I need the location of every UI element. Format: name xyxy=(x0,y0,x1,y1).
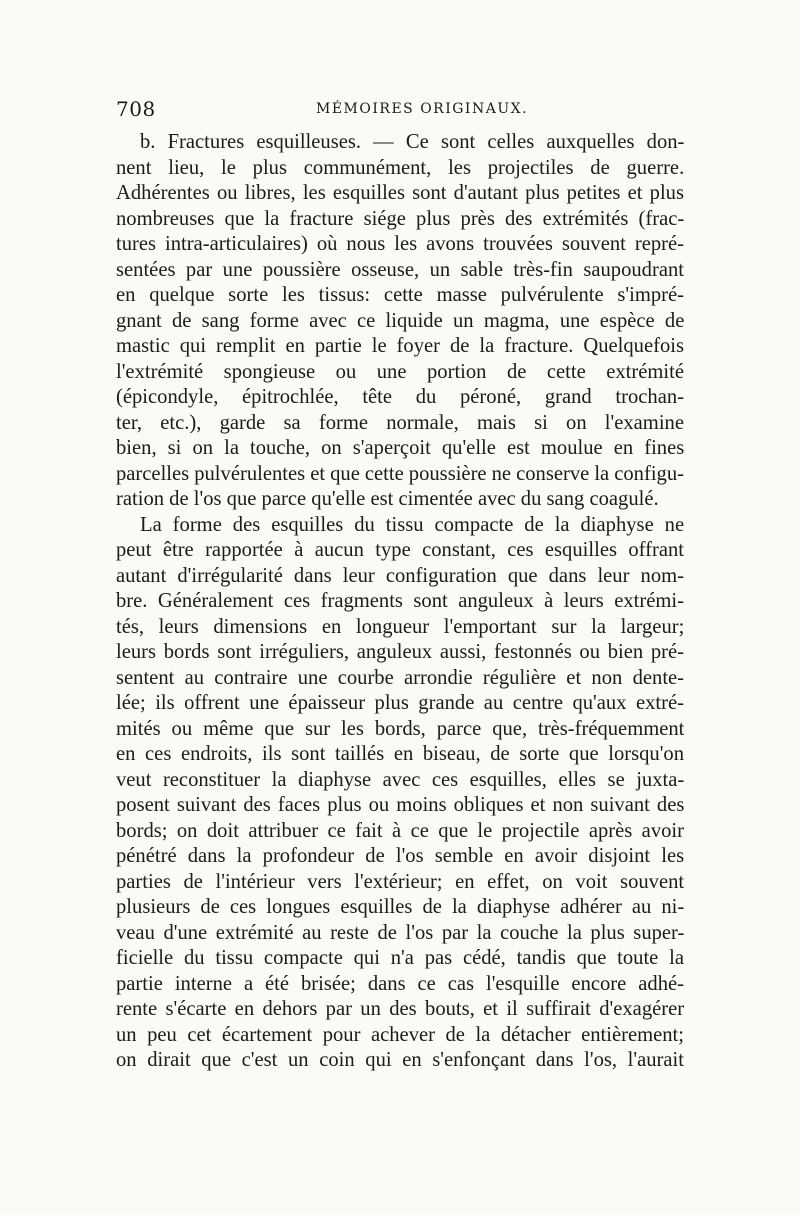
text-line: nombreuses que la fracture siége plus près des extrémités (frac- xyxy=(116,207,684,230)
text-line: sentées par une poussière osseuse, un sable très-fin saupoudrant xyxy=(116,258,684,281)
text-line: bre. Généralement ces fragments sont anguleux à leurs extrémi- xyxy=(116,590,684,612)
text-line: parcelles pulvérulentes et que cette poussière ne conserve la configu- xyxy=(116,462,684,485)
text-line: plusieurs de ces longues esquilles de la diaphyse adhérer au ni- xyxy=(116,896,684,918)
text-line: mastic qui remplit en partie le foyer de la fracture. Quelquefois xyxy=(116,335,684,357)
text-line: tés, leurs dimensions en longueur l'emportant sur la largeur; xyxy=(116,615,684,638)
text-line: veau d'une extrémité au reste de l'os par la couche la plus super- xyxy=(116,921,684,944)
text-line: posent suivant des faces plus ou moins obliques et non suivant des xyxy=(116,794,684,816)
text-line: tures intra-articulaires) où nous les avons trouvées souvent repré- xyxy=(116,233,684,255)
text-line: partie interne a été brisée; dans ce cas l'esquille encore adhé- xyxy=(116,972,684,995)
text-line: pénétré dans la profondeur de l'os semble en avoir disjoint les xyxy=(116,845,684,867)
text-line: Adhérentes ou libres, les esquilles sont d'autant plus petites et plus xyxy=(116,182,684,204)
page-number: 708 xyxy=(116,97,156,121)
body-text xyxy=(116,130,684,1074)
text-line: ter, etc.), garde sa forme normale, mais si on l'examine xyxy=(116,411,684,434)
text-line: sentent au contraire une courbe arrondie régulière et non dente- xyxy=(116,666,684,689)
text-line: parties de l'intérieur vers l'extérieur; en effet, on voit souvent xyxy=(116,870,684,893)
text-line: autant d'irrégularité dans leur configuration que dans leur nom- xyxy=(116,564,684,587)
text-line: ficielle du tissu compacte qui n'a pas cédé, tandis que toute la xyxy=(116,947,684,969)
text-line: un peu cet écartement pour achever de la détacher entièrement; xyxy=(116,1023,684,1046)
text-line: (épicondyle, épitrochlée, tête du péroné, grand trochan- xyxy=(116,386,684,408)
text-line: lée; ils offrent une épaisseur plus grande au centre qu'aux extré- xyxy=(116,692,684,714)
text-line: l'extrémité spongieuse ou une portion de cette extrémité xyxy=(116,360,684,383)
text-line: leurs bords sont irréguliers, anguleux aussi, festonnés ou bien pré- xyxy=(116,641,684,663)
text-line: on dirait que c'est un coin qui en s'enfonçant dans l'os, l'aurait xyxy=(116,1049,684,1071)
page-header xyxy=(116,97,682,125)
text-line: La forme des esquilles du tissu compacte de la diaphyse ne xyxy=(140,513,684,536)
text-line: veut reconstituer la diaphyse avec ces esquilles, elles se juxta- xyxy=(116,768,684,791)
running-title: MÉMOIRES ORIGINAUX. xyxy=(316,101,529,117)
text-line: ration de l'os que parce qu'elle est cimentée avec du sang coagulé. xyxy=(116,488,659,510)
text-line: en quelque sorte les tissus: cette masse pulvérulente s'impré- xyxy=(116,284,684,306)
text-line: mités ou même que sur les bords, parce que, très-fréquemment xyxy=(116,717,684,740)
text-line: peut être rapportée à aucun type constant, ces esquilles offrant xyxy=(116,539,684,561)
text-line: bords; on doit attribuer ce fait à ce que le projectile après avoir xyxy=(116,819,684,842)
text-line: b. Fractures esquilleuses. — Ce sont celles auxquelles don- xyxy=(140,131,684,153)
text-line: gnant de sang forme avec ce liquide un magma, une espèce de xyxy=(116,309,684,332)
text-line: rente s'écarte en dehors par un des bouts, et il suffirait d'exagérer xyxy=(116,998,684,1020)
text-line: en ces endroits, ils sont taillés en biseau, de sorte que lorsqu'on xyxy=(116,743,684,765)
text-line: nent lieu, le plus communément, les projectiles de guerre. xyxy=(116,156,684,179)
text-line: bien, si on la touche, on s'aperçoit qu'elle est moulue en fines xyxy=(116,437,684,459)
